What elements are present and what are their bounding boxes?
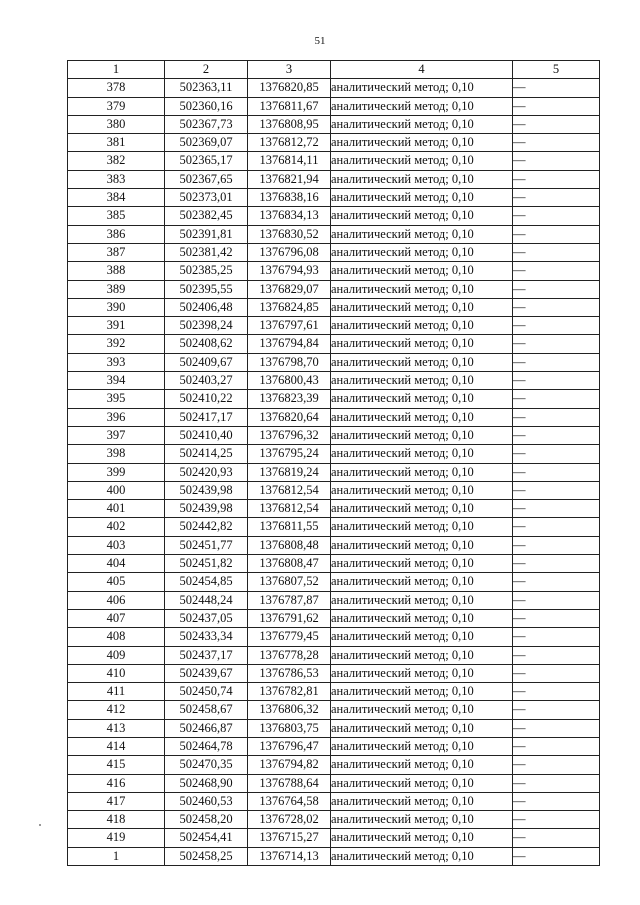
method-accuracy-cell: аналитический метод; 0,10 xyxy=(331,225,513,243)
point-number-cell: 409 xyxy=(68,646,165,664)
note-cell: — xyxy=(513,225,600,243)
x-coordinate-cell: 502414,25 xyxy=(165,445,248,463)
x-coordinate-cell: 502458,25 xyxy=(165,847,248,865)
y-coordinate-cell: 1376838,16 xyxy=(248,189,331,207)
table-row xyxy=(68,353,600,371)
table-row xyxy=(68,335,600,353)
x-coordinate-cell: 502439,98 xyxy=(165,500,248,518)
method-accuracy-cell: аналитический метод; 0,10 xyxy=(331,298,513,316)
note-cell: — xyxy=(513,573,600,591)
y-coordinate-cell: 1376786,53 xyxy=(248,664,331,682)
note-cell: — xyxy=(513,408,600,426)
point-number-cell: 390 xyxy=(68,298,165,316)
note-cell: — xyxy=(513,243,600,261)
y-coordinate-cell: 1376782,81 xyxy=(248,683,331,701)
method-accuracy-cell: аналитический метод; 0,10 xyxy=(331,536,513,554)
x-coordinate-cell: 502369,07 xyxy=(165,134,248,152)
method-accuracy-cell: аналитический метод; 0,10 xyxy=(331,646,513,664)
note-cell: — xyxy=(513,500,600,518)
note-cell: — xyxy=(513,737,600,755)
point-number-cell: 408 xyxy=(68,628,165,646)
method-accuracy-cell: аналитический метод; 0,10 xyxy=(331,189,513,207)
point-number-cell: 387 xyxy=(68,243,165,261)
note-cell: — xyxy=(513,426,600,444)
x-coordinate-cell: 502363,11 xyxy=(165,79,248,97)
table-row xyxy=(68,426,600,444)
table-row xyxy=(68,115,600,133)
x-coordinate-cell: 502460,53 xyxy=(165,792,248,810)
point-number-cell: 384 xyxy=(68,189,165,207)
point-number-cell: 415 xyxy=(68,756,165,774)
point-number-cell: 405 xyxy=(68,573,165,591)
method-accuracy-cell: аналитический метод; 0,10 xyxy=(331,701,513,719)
point-number-cell: 403 xyxy=(68,536,165,554)
x-coordinate-cell: 502437,17 xyxy=(165,646,248,664)
y-coordinate-cell: 1376808,47 xyxy=(248,555,331,573)
note-cell: — xyxy=(513,683,600,701)
note-cell: — xyxy=(513,353,600,371)
table-row xyxy=(68,536,600,554)
point-number-cell: 416 xyxy=(68,774,165,792)
point-number-cell: 414 xyxy=(68,737,165,755)
table-row xyxy=(68,481,600,499)
table-header-row xyxy=(68,61,600,79)
note-cell: — xyxy=(513,262,600,280)
y-coordinate-cell: 1376812,54 xyxy=(248,500,331,518)
method-accuracy-cell: аналитический метод; 0,10 xyxy=(331,573,513,591)
table-row xyxy=(68,573,600,591)
x-coordinate-cell: 502464,78 xyxy=(165,737,248,755)
y-coordinate-cell: 1376808,48 xyxy=(248,536,331,554)
point-number-cell: 1 xyxy=(68,847,165,865)
point-number-cell: 388 xyxy=(68,262,165,280)
x-coordinate-cell: 502450,74 xyxy=(165,683,248,701)
y-coordinate-cell: 1376803,75 xyxy=(248,719,331,737)
method-accuracy-cell: аналитический метод; 0,10 xyxy=(331,353,513,371)
point-number-cell: 399 xyxy=(68,463,165,481)
table-row xyxy=(68,170,600,188)
x-coordinate-cell: 502448,24 xyxy=(165,591,248,609)
y-coordinate-cell: 1376808,95 xyxy=(248,115,331,133)
method-accuracy-cell: аналитический метод; 0,10 xyxy=(331,609,513,627)
method-accuracy-cell: аналитический метод; 0,10 xyxy=(331,317,513,335)
note-cell: — xyxy=(513,481,600,499)
method-accuracy-cell: аналитический метод; 0,10 xyxy=(331,481,513,499)
y-coordinate-cell: 1376728,02 xyxy=(248,811,331,829)
method-accuracy-cell: аналитический метод; 0,10 xyxy=(331,390,513,408)
method-accuracy-cell: аналитический метод; 0,10 xyxy=(331,426,513,444)
point-number-cell: 379 xyxy=(68,97,165,115)
y-coordinate-cell: 1376820,64 xyxy=(248,408,331,426)
x-coordinate-cell: 502420,93 xyxy=(165,463,248,481)
table-row xyxy=(68,463,600,481)
point-number-cell: 395 xyxy=(68,390,165,408)
point-number-cell: 404 xyxy=(68,555,165,573)
table-row xyxy=(68,646,600,664)
point-number-cell: 392 xyxy=(68,335,165,353)
x-coordinate-cell: 502373,01 xyxy=(165,189,248,207)
point-number-cell: 389 xyxy=(68,280,165,298)
method-accuracy-cell: аналитический метод; 0,10 xyxy=(331,463,513,481)
y-coordinate-cell: 1376829,07 xyxy=(248,280,331,298)
x-coordinate-cell: 502470,35 xyxy=(165,756,248,774)
point-number-cell: 386 xyxy=(68,225,165,243)
note-cell: — xyxy=(513,555,600,573)
method-accuracy-cell: аналитический метод; 0,10 xyxy=(331,280,513,298)
method-accuracy-cell: аналитический метод; 0,10 xyxy=(331,811,513,829)
x-coordinate-cell: 502451,77 xyxy=(165,536,248,554)
point-number-cell: 418 xyxy=(68,811,165,829)
point-number-cell: 378 xyxy=(68,79,165,97)
method-accuracy-cell: аналитический метод; 0,10 xyxy=(331,792,513,810)
method-accuracy-cell: аналитический метод; 0,10 xyxy=(331,737,513,755)
note-cell: — xyxy=(513,372,600,390)
y-coordinate-cell: 1376824,85 xyxy=(248,298,331,316)
y-coordinate-cell: 1376820,85 xyxy=(248,79,331,97)
point-number-cell: 417 xyxy=(68,792,165,810)
point-number-cell: 380 xyxy=(68,115,165,133)
column-header-5: 5 xyxy=(513,61,600,79)
y-coordinate-cell: 1376819,24 xyxy=(248,463,331,481)
method-accuracy-cell: аналитический метод; 0,10 xyxy=(331,243,513,261)
x-coordinate-cell: 502410,40 xyxy=(165,426,248,444)
x-coordinate-cell: 502410,22 xyxy=(165,390,248,408)
table-row xyxy=(68,719,600,737)
x-coordinate-cell: 502433,34 xyxy=(165,628,248,646)
table-row xyxy=(68,390,600,408)
y-coordinate-cell: 1376797,61 xyxy=(248,317,331,335)
y-coordinate-cell: 1376798,70 xyxy=(248,353,331,371)
point-number-cell: 382 xyxy=(68,152,165,170)
point-number-cell: 398 xyxy=(68,445,165,463)
note-cell: — xyxy=(513,445,600,463)
note-cell: — xyxy=(513,847,600,865)
point-number-cell: 410 xyxy=(68,664,165,682)
method-accuracy-cell: аналитический метод; 0,10 xyxy=(331,79,513,97)
x-coordinate-cell: 502437,05 xyxy=(165,609,248,627)
y-coordinate-cell: 1376794,84 xyxy=(248,335,331,353)
column-header-3: 3 xyxy=(248,61,331,79)
column-header-4: 4 xyxy=(331,61,513,79)
note-cell: — xyxy=(513,774,600,792)
point-number-cell: 391 xyxy=(68,317,165,335)
method-accuracy-cell: аналитический метод; 0,10 xyxy=(331,591,513,609)
x-coordinate-cell: 502382,45 xyxy=(165,207,248,225)
point-number-cell: 419 xyxy=(68,829,165,847)
y-coordinate-cell: 1376791,62 xyxy=(248,609,331,627)
y-coordinate-cell: 1376812,54 xyxy=(248,481,331,499)
x-coordinate-cell: 502408,62 xyxy=(165,335,248,353)
table-row xyxy=(68,134,600,152)
y-coordinate-cell: 1376796,47 xyxy=(248,737,331,755)
table-body xyxy=(68,79,600,866)
x-coordinate-cell: 502468,90 xyxy=(165,774,248,792)
note-cell: — xyxy=(513,536,600,554)
note-cell: — xyxy=(513,628,600,646)
point-number-cell: 411 xyxy=(68,683,165,701)
point-number-cell: 383 xyxy=(68,170,165,188)
point-number-cell: 393 xyxy=(68,353,165,371)
method-accuracy-cell: аналитический метод; 0,10 xyxy=(331,445,513,463)
y-coordinate-cell: 1376834,13 xyxy=(248,207,331,225)
x-coordinate-cell: 502439,98 xyxy=(165,481,248,499)
method-accuracy-cell: аналитический метод; 0,10 xyxy=(331,500,513,518)
method-accuracy-cell: аналитический метод; 0,10 xyxy=(331,97,513,115)
table-row xyxy=(68,280,600,298)
method-accuracy-cell: аналитический метод; 0,10 xyxy=(331,628,513,646)
note-cell: — xyxy=(513,518,600,536)
table-row xyxy=(68,408,600,426)
x-coordinate-cell: 502439,67 xyxy=(165,664,248,682)
table-row xyxy=(68,243,600,261)
y-coordinate-cell: 1376821,94 xyxy=(248,170,331,188)
note-cell: — xyxy=(513,792,600,810)
note-cell: — xyxy=(513,829,600,847)
method-accuracy-cell: аналитический метод; 0,10 xyxy=(331,170,513,188)
table-row xyxy=(68,829,600,847)
x-coordinate-cell: 502466,87 xyxy=(165,719,248,737)
note-cell: — xyxy=(513,298,600,316)
table-row xyxy=(68,189,600,207)
table-row xyxy=(68,628,600,646)
point-number-cell: 407 xyxy=(68,609,165,627)
y-coordinate-cell: 1376811,55 xyxy=(248,518,331,536)
note-cell: — xyxy=(513,701,600,719)
method-accuracy-cell: аналитический метод; 0,10 xyxy=(331,829,513,847)
point-number-cell: 394 xyxy=(68,372,165,390)
y-coordinate-cell: 1376796,32 xyxy=(248,426,331,444)
x-coordinate-cell: 502417,17 xyxy=(165,408,248,426)
table-row xyxy=(68,555,600,573)
point-number-cell: 402 xyxy=(68,518,165,536)
x-coordinate-cell: 502409,67 xyxy=(165,353,248,371)
method-accuracy-cell: аналитический метод; 0,10 xyxy=(331,207,513,225)
x-coordinate-cell: 502454,85 xyxy=(165,573,248,591)
method-accuracy-cell: аналитический метод; 0,10 xyxy=(331,518,513,536)
table-row xyxy=(68,262,600,280)
x-coordinate-cell: 502381,42 xyxy=(165,243,248,261)
x-coordinate-cell: 502454,41 xyxy=(165,829,248,847)
note-cell: — xyxy=(513,115,600,133)
x-coordinate-cell: 502442,82 xyxy=(165,518,248,536)
note-cell: — xyxy=(513,280,600,298)
method-accuracy-cell: аналитический метод; 0,10 xyxy=(331,408,513,426)
method-accuracy-cell: аналитический метод; 0,10 xyxy=(331,555,513,573)
y-coordinate-cell: 1376807,52 xyxy=(248,573,331,591)
y-coordinate-cell: 1376823,39 xyxy=(248,390,331,408)
note-cell: — xyxy=(513,591,600,609)
table-row xyxy=(68,518,600,536)
x-coordinate-cell: 502458,67 xyxy=(165,701,248,719)
note-cell: — xyxy=(513,189,600,207)
x-coordinate-cell: 502398,24 xyxy=(165,317,248,335)
y-coordinate-cell: 1376779,45 xyxy=(248,628,331,646)
method-accuracy-cell: аналитический метод; 0,10 xyxy=(331,683,513,701)
y-coordinate-cell: 1376812,72 xyxy=(248,134,331,152)
table-row xyxy=(68,372,600,390)
table-row xyxy=(68,225,600,243)
table-row xyxy=(68,847,600,865)
point-number-cell: 385 xyxy=(68,207,165,225)
column-header-1: 1 xyxy=(68,61,165,79)
note-cell: — xyxy=(513,79,600,97)
table-row xyxy=(68,701,600,719)
y-coordinate-cell: 1376811,67 xyxy=(248,97,331,115)
table-row xyxy=(68,811,600,829)
x-coordinate-cell: 502365,17 xyxy=(165,152,248,170)
note-cell: — xyxy=(513,390,600,408)
x-coordinate-cell: 502367,73 xyxy=(165,115,248,133)
x-coordinate-cell: 502395,55 xyxy=(165,280,248,298)
table-row xyxy=(68,591,600,609)
point-number-cell: 406 xyxy=(68,591,165,609)
method-accuracy-cell: аналитический метод; 0,10 xyxy=(331,664,513,682)
note-cell: — xyxy=(513,756,600,774)
coordinates-table xyxy=(67,60,600,866)
table-row xyxy=(68,207,600,225)
x-coordinate-cell: 502360,16 xyxy=(165,97,248,115)
point-number-cell: 381 xyxy=(68,134,165,152)
table-row xyxy=(68,97,600,115)
y-coordinate-cell: 1376794,93 xyxy=(248,262,331,280)
y-coordinate-cell: 1376806,32 xyxy=(248,701,331,719)
x-coordinate-cell: 502367,65 xyxy=(165,170,248,188)
point-number-cell: 400 xyxy=(68,481,165,499)
point-number-cell: 413 xyxy=(68,719,165,737)
table-row xyxy=(68,317,600,335)
y-coordinate-cell: 1376715,27 xyxy=(248,829,331,847)
method-accuracy-cell: аналитический метод; 0,10 xyxy=(331,115,513,133)
note-cell: — xyxy=(513,664,600,682)
table-row xyxy=(68,445,600,463)
method-accuracy-cell: аналитический метод; 0,10 xyxy=(331,756,513,774)
y-coordinate-cell: 1376764,58 xyxy=(248,792,331,810)
method-accuracy-cell: аналитический метод; 0,10 xyxy=(331,847,513,865)
x-coordinate-cell: 502391,81 xyxy=(165,225,248,243)
table-row xyxy=(68,683,600,701)
y-coordinate-cell: 1376794,82 xyxy=(248,756,331,774)
table-row xyxy=(68,298,600,316)
y-coordinate-cell: 1376714,13 xyxy=(248,847,331,865)
note-cell: — xyxy=(513,152,600,170)
note-cell: — xyxy=(513,646,600,664)
note-cell: — xyxy=(513,811,600,829)
method-accuracy-cell: аналитический метод; 0,10 xyxy=(331,152,513,170)
method-accuracy-cell: аналитический метод; 0,10 xyxy=(331,774,513,792)
note-cell: — xyxy=(513,463,600,481)
method-accuracy-cell: аналитический метод; 0,10 xyxy=(331,372,513,390)
table-row xyxy=(68,79,600,97)
table-row xyxy=(68,737,600,755)
x-coordinate-cell: 502458,20 xyxy=(165,811,248,829)
scan-speck xyxy=(39,824,41,826)
y-coordinate-cell: 1376788,64 xyxy=(248,774,331,792)
y-coordinate-cell: 1376814,11 xyxy=(248,152,331,170)
note-cell: — xyxy=(513,170,600,188)
y-coordinate-cell: 1376796,08 xyxy=(248,243,331,261)
y-coordinate-cell: 1376795,24 xyxy=(248,445,331,463)
note-cell: — xyxy=(513,609,600,627)
table-row xyxy=(68,664,600,682)
note-cell: — xyxy=(513,207,600,225)
table-row xyxy=(68,774,600,792)
point-number-cell: 412 xyxy=(68,701,165,719)
table-row xyxy=(68,500,600,518)
y-coordinate-cell: 1376830,52 xyxy=(248,225,331,243)
method-accuracy-cell: аналитический метод; 0,10 xyxy=(331,719,513,737)
column-header-2: 2 xyxy=(165,61,248,79)
y-coordinate-cell: 1376800,43 xyxy=(248,372,331,390)
table-row xyxy=(68,609,600,627)
point-number-cell: 397 xyxy=(68,426,165,444)
note-cell: — xyxy=(513,97,600,115)
table-row xyxy=(68,756,600,774)
point-number-cell: 401 xyxy=(68,500,165,518)
table-row xyxy=(68,152,600,170)
x-coordinate-cell: 502403,27 xyxy=(165,372,248,390)
x-coordinate-cell: 502451,82 xyxy=(165,555,248,573)
note-cell: — xyxy=(513,335,600,353)
method-accuracy-cell: аналитический метод; 0,10 xyxy=(331,335,513,353)
y-coordinate-cell: 1376778,28 xyxy=(248,646,331,664)
note-cell: — xyxy=(513,719,600,737)
point-number-cell: 396 xyxy=(68,408,165,426)
method-accuracy-cell: аналитический метод; 0,10 xyxy=(331,262,513,280)
y-coordinate-cell: 1376787,87 xyxy=(248,591,331,609)
page-number: 51 xyxy=(314,35,326,47)
table-row xyxy=(68,792,600,810)
note-cell: — xyxy=(513,134,600,152)
method-accuracy-cell: аналитический метод; 0,10 xyxy=(331,134,513,152)
note-cell: — xyxy=(513,317,600,335)
x-coordinate-cell: 502385,25 xyxy=(165,262,248,280)
x-coordinate-cell: 502406,48 xyxy=(165,298,248,316)
